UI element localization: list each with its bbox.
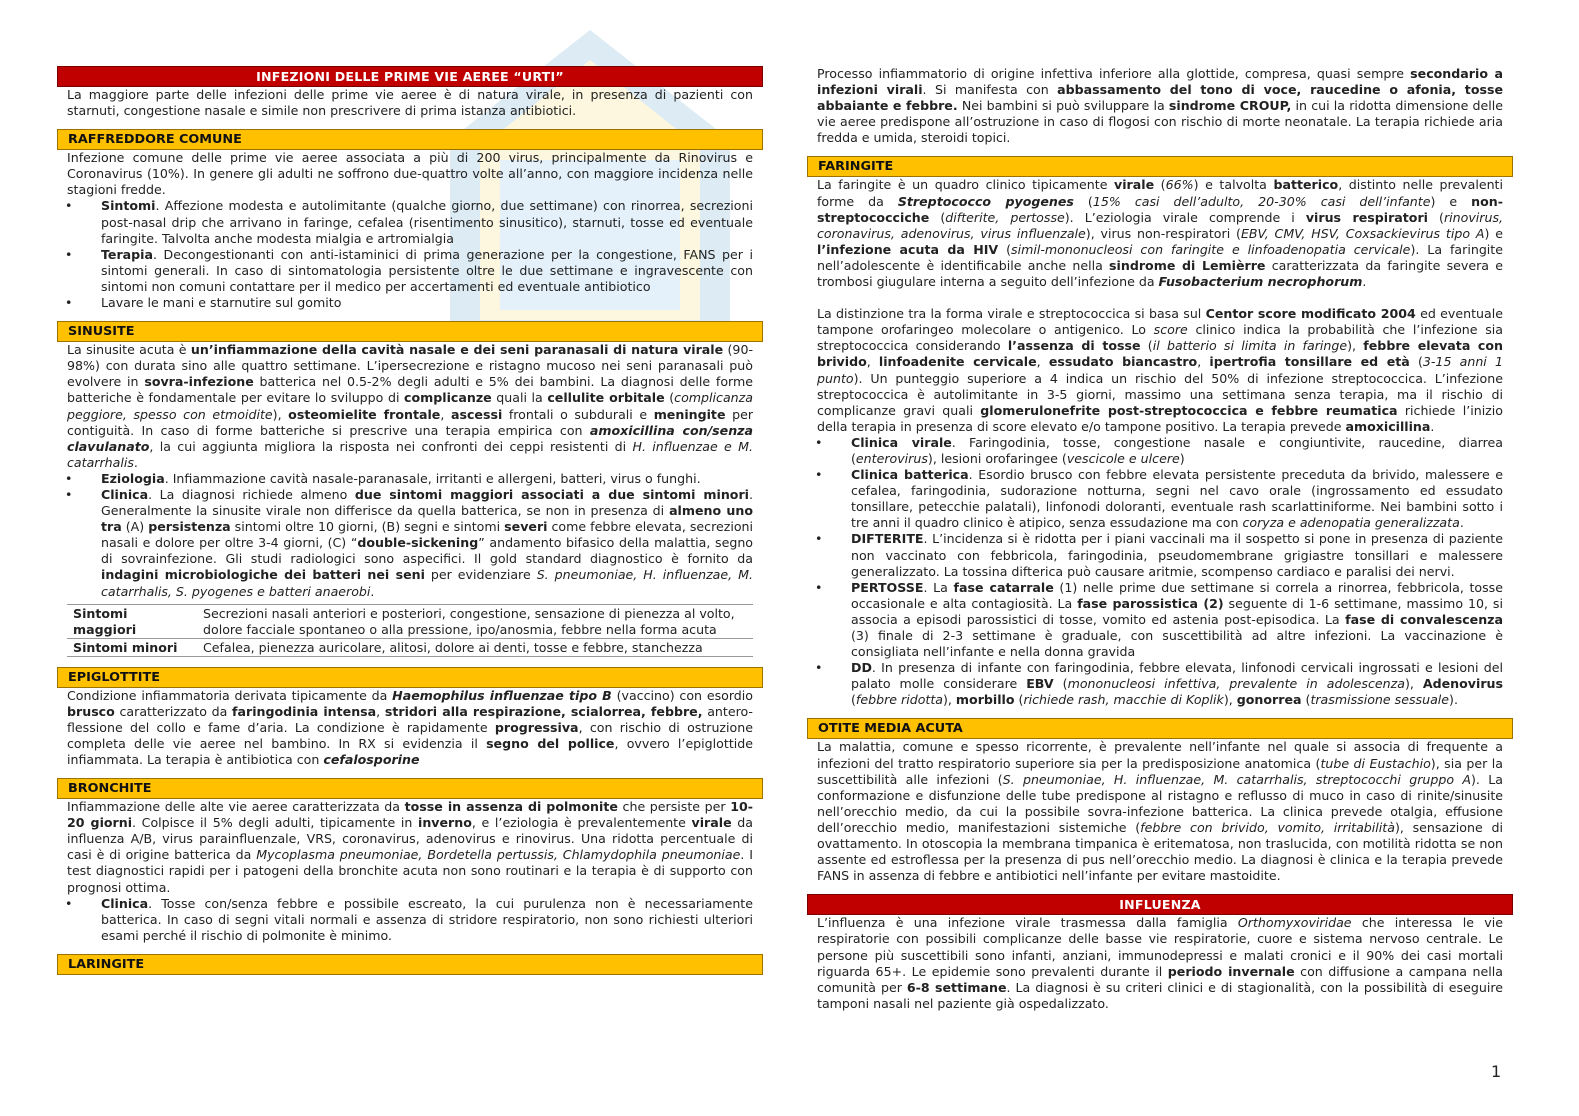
list-item: • Lavare le mani e starnutire sul gomito	[57, 295, 763, 311]
section-title-urti: INFEZIONI DELLE PRIME VIE AEREE “URTI”	[57, 66, 763, 87]
otite-paragraph: La malattia, comune e spesso ricorrente, è prevalente nell’infante nel quale si associa di frequente a infezioni del tratto respiratorio superiore sia per la predisposizione anatomica (tube di Eustachio), sia per la suscettibilità alle infezioni (S. pneumoniae, H. influenzae, M. catarrhalis, streptococchi gruppo A). La conformazione e disfunzione delle tube predispone al ristagno e reflusso di muco in caso di rinite/sinusite nell’orecchio medio, da cui la possibile sovra-infezione batterica. La clinica prevede otalgia, effusione dell’orecchio medio, manifestazioni sistemiche (febbre con brivido, vomito, irritabilità), sensazione di ovattamento. In otoscopia la membrana timpanica è eritematosa, non traslucida, con motilità ridotta se non assente ed estroflessa per la presenza di pus nell’orecchio medio. La diagnosi è clinica e la terapia prevede FANS in assenza di febbre e antibiotici nell’infante per evitare mastoidite.	[817, 739, 1503, 884]
table-cell: Cefalea, pienezza auricolare, alitosi, dolore ai denti, tosse e febbre, stanchezza	[197, 638, 753, 656]
section-title-faringite: FARINGITE	[807, 156, 1513, 177]
symptoms-table	[67, 604, 753, 657]
raffreddore-intro: Infezione comune delle prime vie aeree associata a più di 200 virus, principalmente da Rinovirus e Coronavirus (10%). In genere gli adulti ne soffrono due-quattro volte all’anno, con maggiore incidenza nelle stagioni fredde.	[67, 150, 753, 198]
page-number: 1	[1491, 1062, 1502, 1081]
section-title-sinusite: SINUSITE	[57, 321, 763, 342]
table-row	[67, 638, 753, 656]
list-item: • Terapia. Decongestionanti con anti-istaminici di prima generazione per la congestione, FANS per i sintomi generali. In caso di sintomatologia persistente oltre le due settimane e ingravescente con sintomi non comuni contattare per il medico per accertamenti ed eventuale antibiotico	[57, 247, 763, 295]
section-title-laringite: LARINGITE	[57, 954, 763, 975]
list-item: • Clinica batterica. Esordio brusco con febbre elevata persistente preceduta da brivido, malessere e cefalea, faringodinia, sudorazione notturna, segni nel cavo orale (ingrossamento ed essudato tonsillare, petecchie palatali), linfonodi doloranti, eventuale rash scarlattiniforme. Nei bambini sotto i tre anni il quadro clinico è atipico, senza essudazione ma con coryza e adenopatia generalizzata.	[807, 467, 1513, 531]
table-cell: Sintomi minori	[67, 638, 197, 656]
list-item: • Clinica virale. Faringodinia, tosse, congestione nasale e congiuntivite, raucedine, diarrea (enterovirus), lesioni orofaringee (vescicole e ulcere)	[807, 435, 1513, 467]
list-item: • Eziologia. Infiammazione cavità nasale-paranasale, irritanti e allergeni, batteri, virus o funghi.	[57, 471, 763, 487]
table-row	[67, 604, 753, 638]
sinusite-paragraph: La sinusite acuta è un’infiammazione della cavità nasale e dei seni paranasali di natura virale (90-98%) con durata sino alle quattro settimane. L’ipersecrezione e ristagno mucoso nei seni paranasali può evolvere in sovra-infezione batterica nel 0.5-2% degli adulti e 5% dei bambini. La diagnosi delle forme batteriche è fondamentale per evitare lo sviluppo di complicanze quali la cellulite orbitale (complicanza peggiore, spesso con etmoidite), osteomielite frontale, ascessi frontali o subdurali e meningite per contiguità. In caso di forme batteriche si prescrive una terapia empirica con amoxicillina con/senza clavulanato, la cui aggiunta migliora la risposta nei confronti dei ceppi resistenti di H. influenzae e M. catarrhalis.	[67, 342, 753, 470]
right-column	[807, 66, 1513, 1012]
list-item: • DD. In presenza di infante con faringodinia, febbre elevata, linfonodi cervicali ingrossati e lesioni del palato molle considerare EBV (mononucleosi infettiva, prevalente in adolescenza), Adenovirus (febbre ridotta), morbillo (richiede rash, macchie di Koplik), gonorrea (trasmissione sessuale).	[807, 660, 1513, 708]
section-title-otite: OTITE MEDIA ACUTA	[807, 718, 1513, 739]
list-item: • DIFTERITE. L’incidenza si è ridotta per i piani vaccinali ma il sospetto si pone in presenza di paziente non vaccinato con febbricola, faringodinia, pseudomembrane grigiastre tonsillari e malessere generalizzato. La tossina difterica può causare aritmie, scompenso cardiaco e paralisi dei nervi.	[807, 531, 1513, 579]
raffreddore-list	[57, 198, 763, 311]
urti-intro: La maggiore parte delle infezioni delle prime vie aeree è di natura virale, in presenza di pazienti con starnuti, congestione nasale e simile non prescrivere di prima istanza antibiotici.	[67, 87, 753, 119]
bronchite-paragraph: Infiammazione delle alte vie aeree caratterizzata da tosse in assenza di polmonite che persiste per 10-20 giorni. Colpisce il 5% degli adulti, tipicamente in inverno, e l’eziologia è prevalentemente virale da influenza A/B, virus parainfluenzale, VRS, coronavirus, adenovirus e rinovirus. Una ridotta percentuale di casi è di origine batterica da Mycoplasma pneumoniae, Bordetella pertussis, Chlamydophila pneumoniae. I test diagnostici rapidi per i patogeni della bronchite acuta non sono routinari e la terapia è di supporto con prognosi ottima.	[67, 799, 753, 895]
table-cell: Sintomi maggiori	[67, 604, 197, 638]
list-item: • Clinica. Tosse con/senza febbre e possibile escreato, la cui purulenza non è necessariamente batterica. In caso di segni vitali normali e assenza di stridore respiratorio, non sono richiesti ulteriori esami perché il rischio di polmonite è minimo.	[57, 896, 763, 944]
laringite-paragraph: Processo infiammatorio di origine infettiva inferiore alla glottide, compresa, quasi sempre secondario a infezioni virali. Si manifesta con abbassamento del tono di voce, raucedine o afonia, tosse abbaiante e febbre. Nei bambini si può sviluppare la sindrome CROUP, in cui la ridotta dimensione delle vie aeree predispone all’ostruzione in caso di flogosi con rischio di morte neonatale. La terapia richiede aria fredda e umida, steroidi topici.	[817, 66, 1504, 146]
faringite-paragraph-1: La faringite è un quadro clinico tipicamente virale (66%) e talvolta batterico, distinto nelle prevalenti forme da Streptococco pyogenes (15% casi dell’adulto, 20-30% casi dell’infante) e non-streptococciche (difterite, pertosse). L’eziologia virale comprende i virus respiratori (rinovirus, coronavirus, adenovirus, virus influenzale), virus non-respiratori (EBV, CMV, HSV, Coxsackievirus tipo A) e l’infezione acuta da HIV (simil-mononucleosi con faringite e linfoadenopatia cervicale). La faringite nell’adolescente è identificabile anche nella sindrome di Lemièrre caratterizzata da faringite severa e trombosi giugulare interna a seguito dell’infezione da Fusobacterium necrophorum.	[817, 177, 1504, 290]
faringite-list	[807, 435, 1513, 709]
section-title-bronchite: BRONCHITE	[57, 778, 763, 799]
list-item: • Clinica. La diagnosi richiede almeno due sintomi maggiori associati a due sintomi minori. Generalmente la sinusite virale non differisce da quella batterica, se non in presenza di almeno uno tra (A) persistenza sintomi oltre 10 giorni, (B) segni e sintomi severi come febbre elevata, secrezioni nasali e dolore per oltre 3-4 giorni, (C) “double-sickening” andamento bifasico della malattia, segno di sovrainfezione. Gli studi radiologici sono aspecifici. Il gold standard diagnostico è fornito da indagini microbiologiche dei batteri nei seni per evidenziare S. pneumoniae, H. influenzae, M. catarrhalis, S. pyogenes e batteri anaerobi.	[57, 487, 763, 600]
section-title-epiglottite: EPIGLOTTITE	[57, 667, 763, 688]
influenza-paragraph: L’influenza è una infezione virale trasmessa dalla famiglia Orthomyxoviridae che interessa le vie respiratorie con possibili complicanze delle basse vie respiratorie, cuore e sistema nervoso centrale. Le persone più suscettibili sono infanti, anziani, immunodepressi e malati cronici e il 90% dei casi mortali riguarda 65+. Le epidemie sono prevalenti durante il periodo invernale con diffusione a campana nella comunità per 6-8 settimane. La diagnosi è su criteri clinici e di stagionalità, con la possibilità di eseguire tamponi nasali nel paziente già ospedalizzato.	[817, 915, 1503, 1011]
table-cell: Secrezioni nasali anteriori e posteriori, congestione, sensazione di pienezza al volto, dolore facciale spontaneo o alla pressione, ipo/anosmia, febbre nella forma acuta	[197, 604, 753, 638]
sinusite-list	[57, 471, 763, 600]
section-title-influenza: INFLUENZA	[807, 894, 1513, 915]
faringite-paragraph-2: La distinzione tra la forma virale e streptococcica si basa sul Centor score modificato 2004 ed eventuale tampone orofaringeo molecolare o antigenico. Lo score clinico indica la probabilità che l’infezione sia streptococcica considerando l’assenza di tosse (il batterio si limita in faringe), febbre elevata con brivido, linfoadenite cervicale, essudato biancastro, ipertrofia tonsillare ed età (3-15 anni 1 punto). Un punteggio superiore a 4 indica un rischio del 50% di infezione streptococcica. L’infezione streptococcica è autolimitante in 3-5 giorni, massimo una settimana senza terapia, ma il rischio di complicanze gravi quali glomerulonefrite post-streptococcica e febbre reumatica richiede l’inizio della terapia in presenza di score elevato e/o tampone positivo. La terapia prevede amoxicillina.	[817, 306, 1504, 434]
list-item: • Sintomi. Affezione modesta e autolimitante (qualche giorno, due settimane) con rinorrea, secrezioni post-nasal drip che arrivano in faringe, cefalea (risentimento sinusitico), starnuti, tosse ed eventuale faringite. Talvolta anche modesta mialgia e artromialgia	[57, 198, 763, 246]
list-item: • PERTOSSE. La fase catarrale (1) nelle prime due settimane si correla a rinorrea, febbricola, tosse occasionale e alta contagiosità. La fase parossistica (2) seguente di 1-6 settimane, massimo 10, si associa a episodi parossistici di tosse, vomito ed astenia post-episodica. La fase di convalescenza (3) finale di 2-3 settimane è graduale, con suscettibilità ad altre infezioni. La vaccinazione è consigliata nell’infante e nella donna gravida	[807, 580, 1513, 660]
bronchite-list	[57, 896, 763, 944]
left-column	[57, 66, 763, 975]
section-title-raffreddore: RAFFREDDORE COMUNE	[57, 129, 763, 150]
epiglottite-paragraph: Condizione infiammatoria derivata tipicamente da Haemophilus influenzae tipo B (vaccino) con esordio brusco caratterizzato da faringodinia intensa, stridori alla respirazione, scialorrea, febbre, antero-flessione del collo e fame d’aria. La condizione è rapidamente progressiva, con rischio di ostruzione completa delle vie aeree nel bambino. In RX si evidenzia il segno del pollice, ovvero l’epiglottide infiammata. La terapia è antibiotica con cefalosporine	[67, 687, 753, 767]
